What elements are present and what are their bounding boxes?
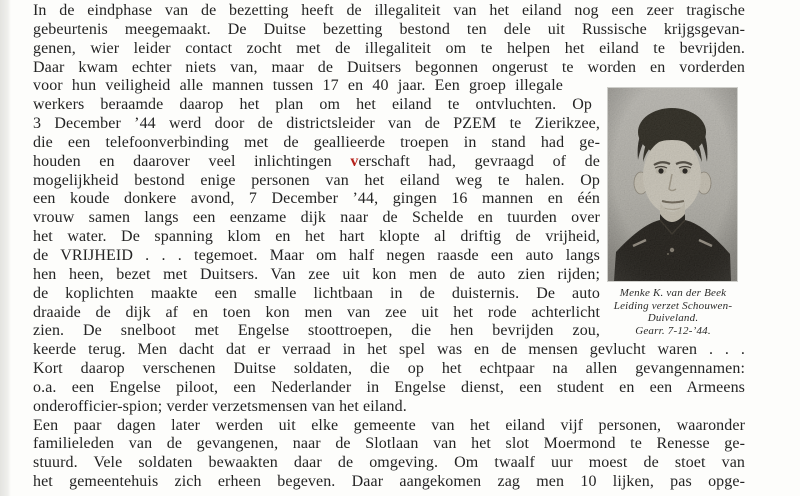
text-line: genen, wier leider contact zocht met de illegaliteit om te helpen het eiland te bevrijden.	[33, 39, 745, 57]
photo-caption-line: Gearr. 7-12-’44.	[635, 324, 711, 337]
text-line: de VRIJHEID . . . tegemoet. Maar om half negen raasde een auto langs	[33, 246, 600, 264]
text-line: o.a. een Engelse piloot, een Nederlander in Engelse dienst, een student en een Armeens	[33, 378, 745, 396]
text-line: het water. De spanning klom en het hart klopte al driftig de vrijheid,	[33, 228, 600, 246]
text-line: In de eindphase van de bezetting heeft de illegaliteit van het eiland nog een zeer tragische	[33, 2, 745, 19]
text-line: familieleden van de gevangenen, naar de Slotlaan van het slot Moermond te Renesse ge-	[33, 435, 745, 453]
text-segment: erschaft had, gevraagd of de	[358, 152, 600, 170]
text-line: de koplichten maakte een smalle lichtbaan in de duisternis. De auto	[33, 284, 600, 302]
text-line-with-red-mark	[33, 153, 600, 172]
page-edge-shadow	[0, 0, 11, 496]
text-line: zien. De snelboot met Engelse stoottroepen, die hen bevrijden zou,	[33, 322, 600, 340]
text-line: Een paar dagen later werden uit elke gemeente van het eiland vijf personen, waaronder	[33, 416, 745, 434]
text-line: werkers beraamde daarop het plan om het eiland te ontvluchten. Op	[33, 96, 592, 114]
text-line: stuurd. Vele soldaten bewaakten daar de omgeving. Om twaalf uur moest de stoet van	[33, 454, 745, 472]
text-line: 3 December ’44 werd door de districtsleider van de PZEM te Zierikzee,	[33, 115, 600, 133]
photo-caption-line: Duiveland.	[647, 312, 699, 325]
text-line: draaide de dijk af en toen kon men van zee uit het rode achterlicht	[33, 303, 600, 321]
text-line: hen heen, bezet met Duitsers. Van zee uit kon men de auto zien rijden;	[33, 265, 600, 283]
text-line: mogelijkheid bestond enige personen van het eiland weg te halen. Op	[33, 171, 600, 189]
text-line: het gemeentehuis zich erheen begeven. Daar aangekomen zag men 10 lijken, pas opge-	[33, 473, 745, 491]
text-line: gebeurtenis meegemaakt. De Duitse bezetting bestond ten dele uit Russische krijgsgevan-	[33, 20, 745, 38]
red-proof-mark: v	[350, 152, 359, 170]
photo-figure	[608, 88, 738, 337]
text-line-paragraph-end: onderofficier-spion; verder verzetsmensen van het eiland.	[33, 397, 407, 415]
text-line: vrouw samen langs een eenzame dijk naar de Schelde en tuurden over	[33, 209, 600, 227]
portrait-photo	[608, 88, 737, 281]
text-line: Daar kwam echter niets van, maar de Duitsers begonnen ongerust te worden en vorderden	[33, 58, 745, 76]
photo-caption-line: Menke K. van der Beek	[619, 287, 727, 299]
text-line: keerde terug. Men dacht dat er verraad in het spel was en de mensen gevlucht waren . . .	[33, 341, 745, 359]
text-line: voor hun veiligheid alle mannen tussen 17 en 40 jaar. Een groep illegale	[33, 77, 563, 95]
text-line: Kort daarop verschenen Duitse soldaten, die op het echtpaar na allen gevangennamen:	[33, 360, 745, 378]
photo-caption-line: Leiding verzet Schouwen-	[613, 299, 733, 312]
text-segment: houden en daarover veel inlichtingen	[33, 152, 351, 170]
text-line: een koude donkere avond, 7 December ’44, gingen 16 mannen en één	[33, 190, 600, 208]
photo-caption	[588, 287, 758, 337]
text-line: die een telefoonverbinding met de geallieerde troepen in stand had ge-	[33, 133, 600, 151]
